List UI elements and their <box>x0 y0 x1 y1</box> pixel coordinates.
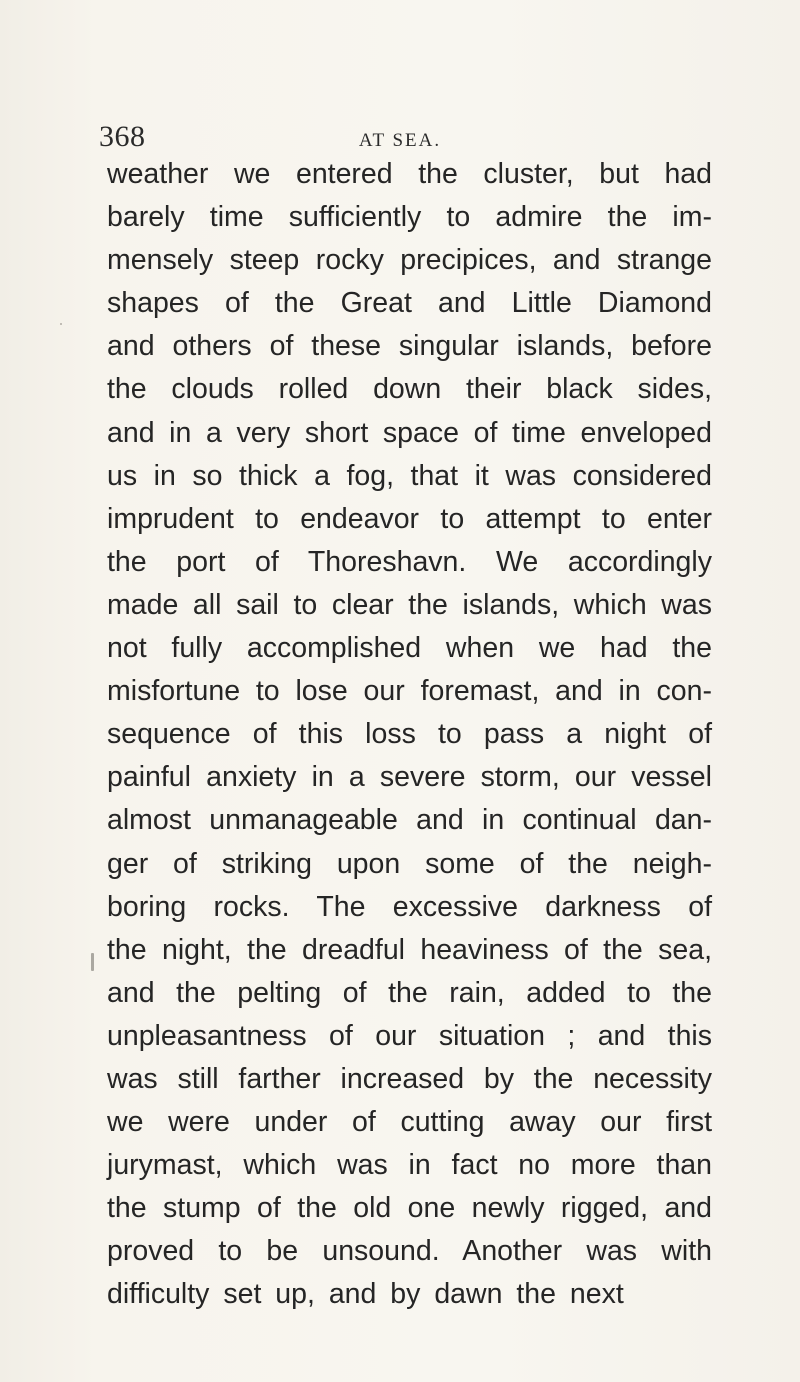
text-line: almost unmanageable and in continual dan- <box>107 804 712 837</box>
text-line: ger of striking upon some of the neigh- <box>107 847 712 880</box>
text-line: difficulty set up, and by dawn the next <box>107 1278 624 1311</box>
text-line: the clouds rolled down their black sides, <box>107 373 712 406</box>
text-line: and the pelting of the rain, added to the <box>107 976 712 1009</box>
text-line: painful anxiety in a severe storm, our vessel <box>107 761 712 794</box>
text-line: the night, the dreadful heaviness of the sea, <box>107 933 712 966</box>
text-line: barely time sufficiently to admire the im- <box>107 201 712 234</box>
body-text <box>107 153 712 1317</box>
text-line: the stump of the old one newly rigged, and <box>107 1192 712 1225</box>
text-line: the port of Thoreshavn. We accordingly <box>107 545 712 578</box>
text-line: us in so thick a fog, that it was considered <box>107 459 712 492</box>
text-line: proved to be unsound. Another was with <box>107 1235 712 1268</box>
running-head: AT SEA. <box>358 130 442 151</box>
text-line: misfortune to lose our foremast, and in con- <box>107 675 712 708</box>
text-line: unpleasantness of our situation ; and this <box>107 1019 712 1052</box>
text-line: imprudent to endeavor to attempt to enter <box>107 502 712 535</box>
text-line: sequence of this loss to pass a night of <box>107 718 712 751</box>
text-line: weather we entered the cluster, but had <box>107 158 712 190</box>
margin-mark <box>91 953 94 971</box>
text-line: and others of these singular islands, before <box>107 330 712 363</box>
text-line: and in a very short space of time enveloped <box>107 416 712 449</box>
text-line: jurymast, which was in fact no more than <box>107 1149 712 1182</box>
text-line: mensely steep rocky precipices, and strange <box>107 244 712 277</box>
text-line: we were under of cutting away our first <box>107 1106 712 1139</box>
text-line: made all sail to clear the islands, which was <box>107 588 712 621</box>
text-line: not fully accomplished when we had the <box>107 632 712 665</box>
text-line: boring rocks. The excessive darkness of <box>107 890 712 923</box>
paper-speck <box>60 323 62 325</box>
page-number: 368 <box>99 120 146 153</box>
text-line: shapes of the Great and Little Diamond <box>107 287 712 320</box>
text-line: was still farther increased by the necessity <box>107 1062 712 1095</box>
